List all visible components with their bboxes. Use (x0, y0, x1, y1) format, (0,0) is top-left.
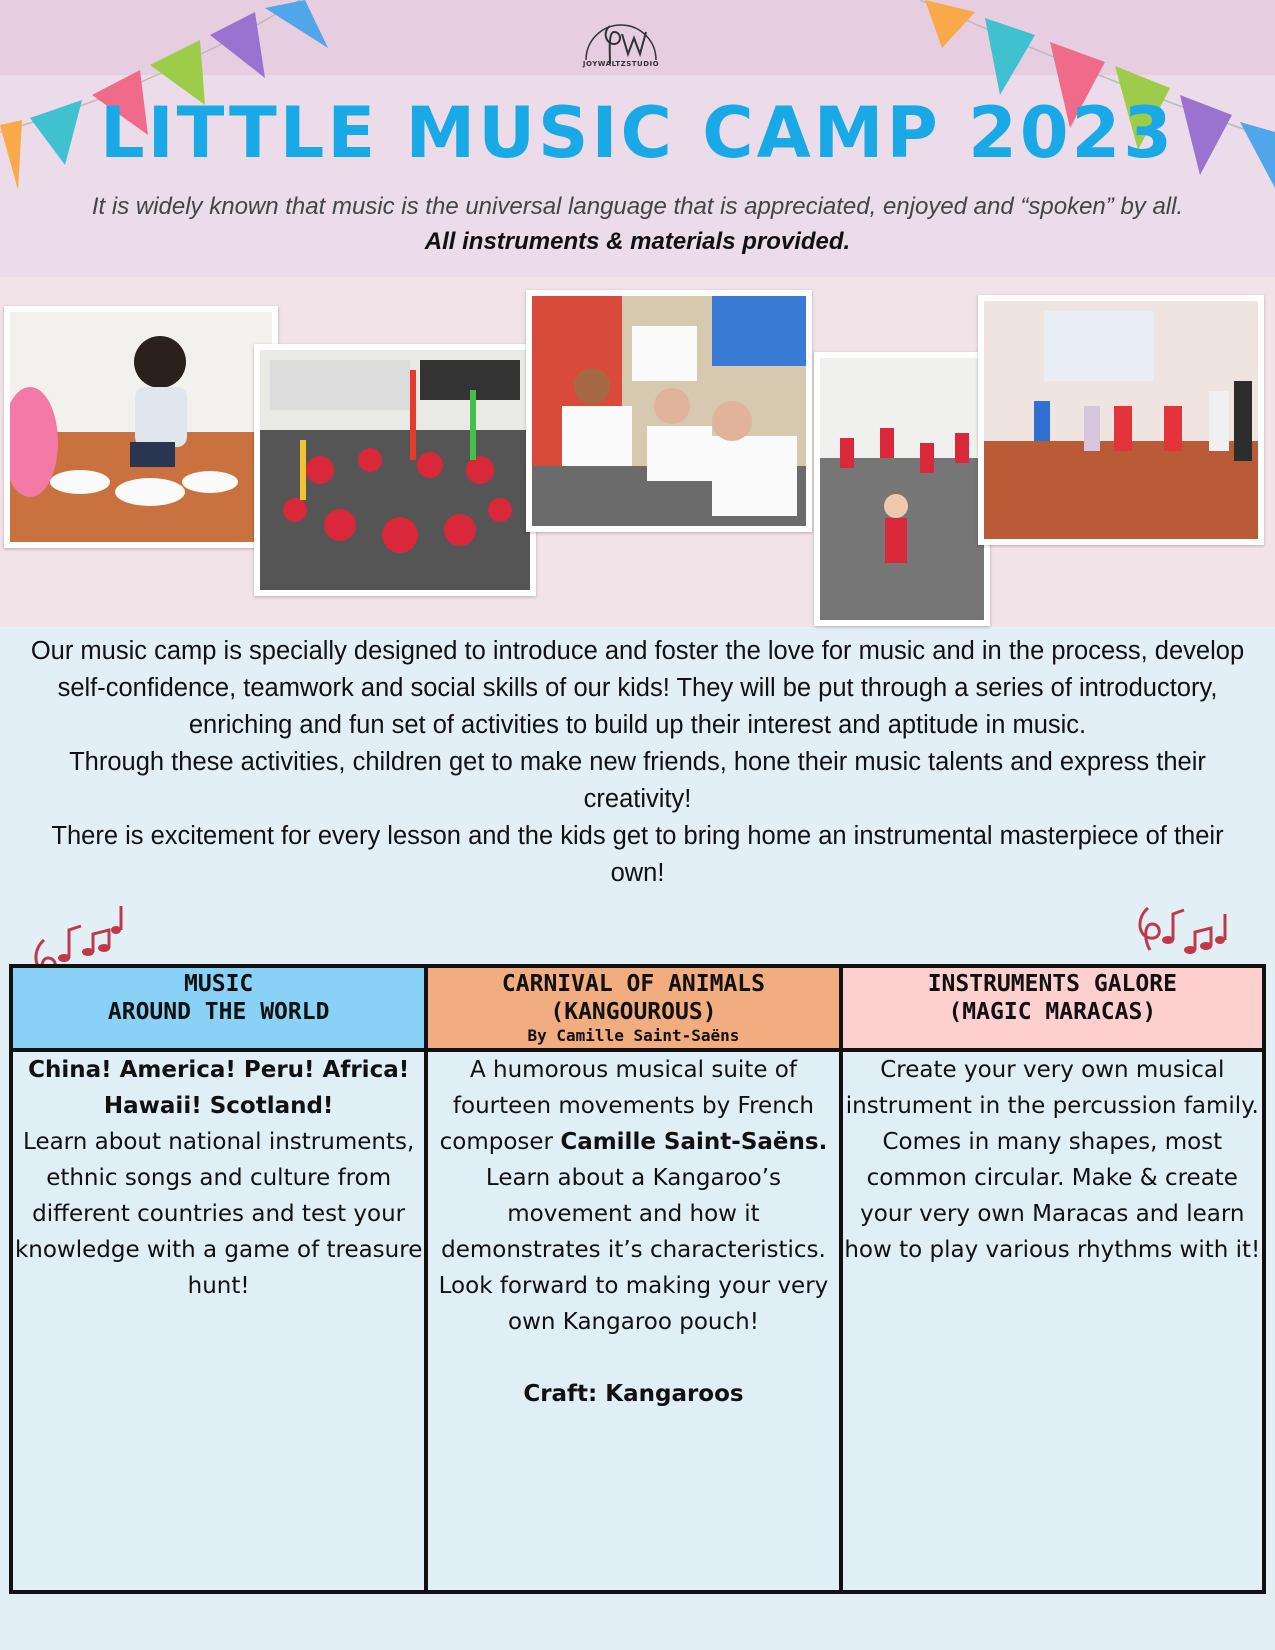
logo-text: JOYWALTZSTUDIO (582, 60, 660, 68)
intro-line: Through these activities, children get to make new friends, hone their music talents and express their creativity! (69, 748, 1206, 813)
cell-instruments-galore (841, 1050, 1264, 1592)
materials-note: All instruments & materials provided. (424, 228, 851, 255)
subtitle: It is widely known that music is the universal language that is appreciated, enjoyed and “spoken” by all. (91, 193, 1184, 220)
photo-dance-class (978, 295, 1264, 545)
header-line: INSTRUMENTS GALORE (927, 971, 1177, 997)
header-line: CARNIVAL OF ANIMALS (501, 971, 766, 997)
intro-paragraph (25, 633, 1250, 892)
countries-line: Hawaii! Scotland! (103, 1093, 334, 1119)
table-body-row (11, 1050, 1264, 1592)
intro-line: Our music camp is specially designed to introduce and foster the love for music and in the process, develop (30, 637, 1245, 665)
intro-line: There is excitement for every lesson and the kids get to bring home an instrumental masterpiece of their own! (51, 822, 1224, 887)
header-line: (MAGIC MARACAS) (948, 999, 1157, 1025)
photo-kids-moving (814, 352, 990, 626)
header-composer: By Camille Saint-Saëns (527, 1026, 740, 1045)
header-line: MUSIC (184, 971, 254, 997)
header-music-around-world (11, 966, 426, 1050)
composer-name: Camille Saint-Saëns. (560, 1129, 828, 1155)
header-carnival-of-animals (426, 966, 840, 1050)
page-title: LITTLE MUSIC CAMP 2023 (100, 92, 1175, 174)
photo-group-instruments (254, 344, 536, 596)
body-end: Learn about a Kangaroo’s movement and how it demonstrates it’s characteristics. Look forward to making your very own Kangaroo pouch! (438, 1165, 829, 1335)
cell-carnival-of-animals (426, 1050, 840, 1592)
music-notes-icon (1134, 900, 1234, 972)
cell-body-text (428, 1052, 838, 1340)
cell-body-text: Create your very own musical instrument in the percussion family. Comes in many shapes, most common circular. Make & create your very own Maracas and learn how to play various rhythms with it! (844, 1057, 1261, 1263)
photo-child-crafting (4, 306, 278, 548)
craft-label: Craft: Kangaroos (523, 1381, 744, 1407)
photo-kids-drawings (526, 290, 812, 532)
flag (265, 0, 328, 48)
flag (925, 0, 975, 48)
activities-table (9, 964, 1266, 1594)
header-instruments-galore (841, 966, 1264, 1050)
flag (985, 18, 1035, 95)
cell-body-text: Learn about national instruments, ethnic songs and culture from different countries and test your knowledge with a game of treasure hunt! (14, 1129, 423, 1299)
body-start: A humorous musical suite of fourteen movements by French composer (439, 1057, 814, 1155)
header-line: (KANGOUROUS) (550, 999, 717, 1025)
header-line: AROUND THE WORLD (107, 999, 330, 1025)
countries-line: China! America! Peru! Africa! (28, 1057, 410, 1083)
intro-line: self-confidence, teamwork and social skills of our kids! They will be put through a series of introductory, enriching and fun set of activities to build up their interest and aptitude in music. (57, 674, 1218, 739)
table-header-row (11, 966, 1264, 1050)
cell-music-around-world (11, 1050, 426, 1592)
